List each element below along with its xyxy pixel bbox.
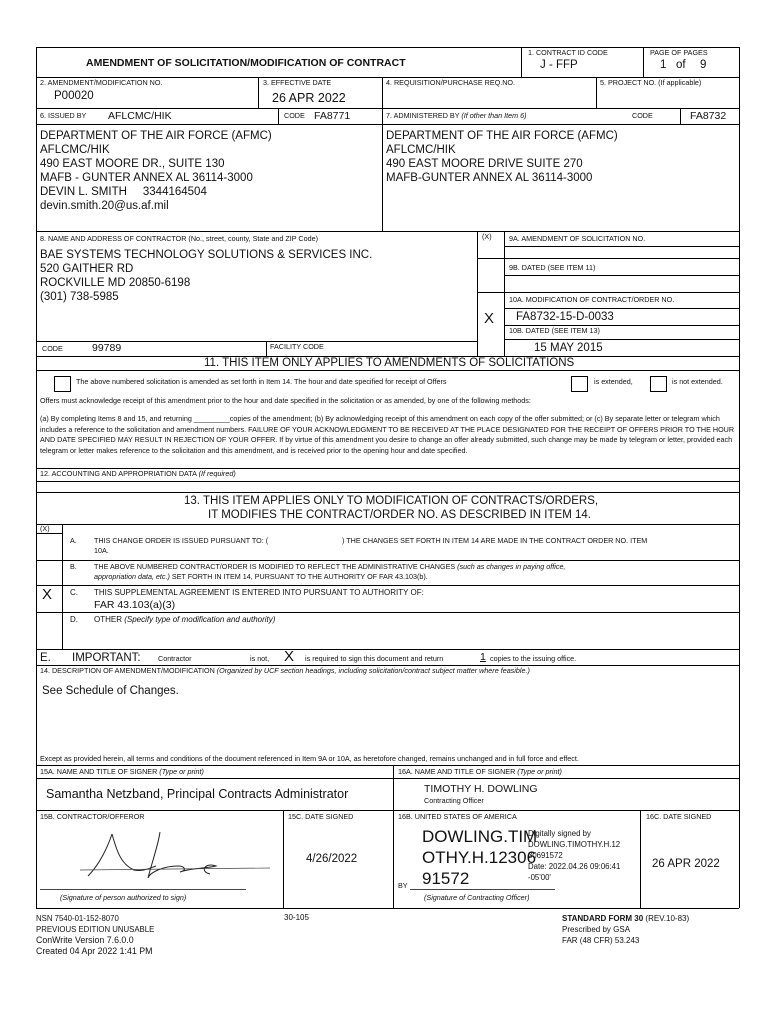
address-line: BAE SYSTEMS TECHNOLOGY SOLUTIONS & SERVICES INC. [40,249,373,261]
item-11-line2: Offers must acknowledge receipt of this amendment prior to the hour and date specified in the solicitation or as amended, by one of the following methods: [40,396,531,405]
footer-right [562,913,689,946]
contractor-signature [60,826,290,886]
option-b-text2: appropriation data, etc.) SET FORTH IN ITEM 14, PURSUANT TO THE AUTHORITY OF FAR 43.103(b). [94,572,428,581]
signature-name-line: OTHY.H.12306 [422,848,537,867]
footer-left [36,913,154,957]
contractor-code-label: CODE [42,344,63,353]
extended-label: is extended, [594,377,633,386]
address-line: AFLCMC/HIK [40,144,110,156]
signer-16a-title: Contracting Officer [424,796,484,805]
nsn-number: NSN 7540-01-152-8070 [36,914,119,923]
modification-dated-label: 10B. DATED (SEE ITEM 13) [509,326,600,335]
offer-checkbox[interactable] [54,376,71,392]
signature-detail-line: -05'00' [528,873,551,882]
address-line: 520 GAITHER RD [40,263,134,275]
date-signed-16c-label: 16C. DATE SIGNED [646,812,712,821]
issued-by-value: AFLCMC/HIK [108,110,172,122]
modification-x-mark: X [484,310,495,327]
prescribed-by: Prescribed by GSA [562,925,631,934]
conwrite-version: ConWrite Version 7.6.0.0 [36,935,134,945]
option-a-text2: ) THE CHANGES SET FORTH IN ITEM 14 ARE MADE IN THE CONTRACT ORDER NO. ITEM [342,536,648,545]
option-d-text: OTHER (Specify type of modification and authority) [94,615,276,624]
not-extended-label: is not extended. [672,377,723,386]
administered-by-code-label: CODE [632,111,653,120]
option-c-letter: C. [70,588,78,597]
signer-16a-value: TIMOTHY H. DOWLING [424,783,538,795]
item-11-paragraph: (a) By completing Items 8 and 15, and returning _________copies of the amendment; (b) By acknowledging receipt of this amendment on each copy of the offer submitted; or (c) By separate letter or telegram which includes a reference to the solicitation and amendment numbers. FAILURE OF YOUR ACKNOWLEDGMENT TO BE RECEIVED AT THE PLACE DESIGNATED FOR THE RECEIPT OF OFFERS PRIOR TO THE HOUR AND DATE SPECIFIED MAY RESULT IN REJECTION OF YOUR OFFER. If by virtue of this amendment you desire to change an offer already submitted, such change may be made by telegram or letter, provided each telegram or letter makes reference to the solicitation and this amendment, and is received prior to the opening hour and date specified. [40,414,735,455]
option-a-letter: A. [70,536,77,545]
except-line: Except as provided herein, all terms and conditions of the document referenced in Item 9A or 10A, as heretofore changed, remains unchanged and in full force and effect. [40,754,579,763]
signer-15a-label: 15A. NAME AND TITLE OF SIGNER (Type or print) [40,767,204,776]
issued-by-code: FA8771 [314,110,351,122]
effective-date-label: 3. EFFECTIVE DATE [263,78,332,87]
contract-id-code-label: 1. CONTRACT ID CODE [528,48,608,57]
contractor-signature-caption: (Signature of person authorized to sign) [60,893,187,902]
option-a-text3: 10A. [94,546,109,555]
usa-label: 16B. UNITED STATES OF AMERICA [398,812,517,821]
by-label: BY [398,881,408,890]
option-c-authority: FAR 43.103(a)(3) [94,599,176,611]
option-a-text1: THIS CHANGE ORDER IS ISSUED PURSUANT TO: ( [94,536,269,545]
address-line: DEPARTMENT OF THE AIR FORCE (AFMC) [40,130,272,142]
signature-name-line: DOWLING.TIM [422,827,538,846]
signature-detail-line: Digitally signed by [528,829,591,838]
signature-detail-line: Date: 2022.04.26 09:06:41 [528,862,621,871]
option-b-text1: THE ABOVE NUMBERED CONTRACT/ORDER IS MODIFIED TO REFLECT THE ADMINISTRATIVE CHANGES (such as changes in paying office, [94,562,566,571]
extended-checkbox[interactable] [571,376,588,392]
contract-id-code-value: J - FFP [540,59,578,71]
requisition-label: 4. REQUISITION/PURCHASE REQ.NO. [386,78,515,87]
created-date: Created 04 Apr 2022 1:41 PM [36,946,153,956]
address-line: (301) 738-5985 [40,291,119,303]
x-column-header: (X) [482,232,492,241]
important-contractor: Contractor [158,654,192,663]
contractor-address [40,248,372,304]
modification-no-value: FA8732-15-D-0033 [516,311,614,323]
issued-by-label: 6. ISSUED BY [40,111,87,120]
signature-name [422,826,537,889]
previous-edition: PREVIOUS EDITION UNUSABLE [36,925,155,934]
page-total: 9 [700,59,707,71]
standard-form: STANDARD FORM 30 (REV.10-83) [562,914,690,923]
modification-no-label: 10A. MODIFICATION OF CONTRACT/ORDER NO. [509,295,675,304]
far-reference: FAR (48 CFR) 53.243 [562,936,640,945]
not-extended-checkbox[interactable] [650,376,667,392]
form-number: 30-105 [284,913,309,922]
page-of: of [676,59,686,71]
contractor-code: 99789 [92,342,122,354]
signature-details [528,828,620,883]
signature-detail-line: 30691572 [528,851,563,860]
signature-name-line: 91572 [422,869,470,888]
address-line: ROCKVILLE MD 20850-6198 [40,277,191,289]
signature-detail-line: DOWLING.TIMOTHY.H.12 [528,840,621,849]
solicitation-dated-label: 9B. DATED (SEE ITEM 11) [509,263,596,272]
address-line: DEPARTMENT OF THE AIR FORCE (AFMC) [386,130,618,142]
description-label: 14. DESCRIPTION OF AMENDMENT/MODIFICATION (Organized by UCF section headings, including solicitation/contract subject matter where feasible.) [40,666,530,675]
option-b-letter: B. [70,562,77,571]
page-current: 1 [660,59,667,71]
important-text1: is required to sign this document and return [305,654,444,663]
item-11-title: 11. THIS ITEM ONLY APPLIES TO AMENDMENTS OF SOLICITATIONS [204,357,575,369]
item-13-title-line2: IT MODIFIES THE CONTRACT/ORDER NO. AS DESCRIBED IN ITEM 14. [208,509,591,521]
issued-by-address [40,129,272,213]
contractor-offeror-label: 15B. CONTRACTOR/OFFEROR [40,812,145,821]
amendment-no-value: P00020 [54,90,94,102]
form-title: AMENDMENT OF SOLICITATION/MODIFICATION OF CONTRACT [86,57,406,69]
important-is-not: is not, [250,654,270,663]
address-line: DEVIN L. SMITH 3344164504 [40,186,207,198]
accounting-data-label: 12. ACCOUNTING AND APPROPRIATION DATA (If required) [40,469,236,478]
signer-16a-label: 16A. NAME AND TITLE OF SIGNER (Type or print) [398,767,562,776]
description-value: See Schedule of Changes. [42,685,179,697]
signer-15a-value: Samantha Netzband, Principal Contracts Administrator [46,787,349,801]
modification-dated-value: 15 MAY 2015 [534,342,603,354]
item-13-x-header: (X) [40,524,50,533]
date-signed-16c-value: 26 APR 2022 [652,858,720,870]
address-line: 490 EAST MOORE DRIVE SUITE 270 [386,158,583,170]
facility-code-label: FACILITY CODE [270,342,324,351]
address-line: MAFB-GUNTER ANNEX AL 36114-3000 [386,172,593,184]
address-line: MAFB - GUNTER ANNEX AL 36114-3000 [40,172,253,184]
date-signed-15c-value: 4/26/2022 [306,853,358,865]
item-11-line1: The above numbered solicitation is amended as set forth in Item 14. The hour and date specified for receipt of Offers [76,377,447,386]
item-13-title-line1: 13. THIS ITEM APPLIES ONLY TO MODIFICATION OF CONTRACTS/ORDERS, [184,495,599,507]
address-line: AFLCMC/HIK [386,144,456,156]
contractor-label: 8. NAME AND ADDRESS OF CONTRACTOR (No., street, county, State and ZIP Code) [40,234,319,243]
contracting-officer-signature-caption: (Signature of Contracting Officer) [424,893,530,902]
administered-by-address [386,129,618,185]
option-d-letter: D. [70,615,78,624]
important-text2: copies to the issuing office. [490,654,577,663]
option-c-text: THIS SUPPLEMENTAL AGREEMENT IS ENTERED INTO PURSUANT TO AUTHORITY OF: [94,588,424,597]
issued-by-code-label: CODE [284,111,305,120]
amendment-no-label: 2. AMENDMENT/MODIFICATION NO. [40,78,163,87]
administered-by-label: 7. ADMINISTERED BY (If other than Item 6) [386,111,527,120]
important-x-mark: X [284,648,295,665]
solicitation-no-label: 9A. AMENDMENT OF SOLICITATION NO. [509,234,646,243]
project-no-label: 5. PROJECT NO. (If applicable) [600,78,702,87]
page-of-pages-label: PAGE OF PAGES [650,48,708,57]
effective-date-value: 26 APR 2022 [272,91,346,105]
address-line: 490 EAST MOORE DR., SUITE 130 [40,158,225,170]
important-label: IMPORTANT: [72,652,141,664]
option-c-x-mark: X [42,586,53,603]
address-line: devin.smith.20@us.af.mil [40,200,169,212]
important-letter: E. [40,652,51,664]
date-signed-15c-label: 15C. DATE SIGNED [288,812,354,821]
administered-by-code: FA8732 [690,110,727,122]
important-copies: 1 [480,651,486,663]
